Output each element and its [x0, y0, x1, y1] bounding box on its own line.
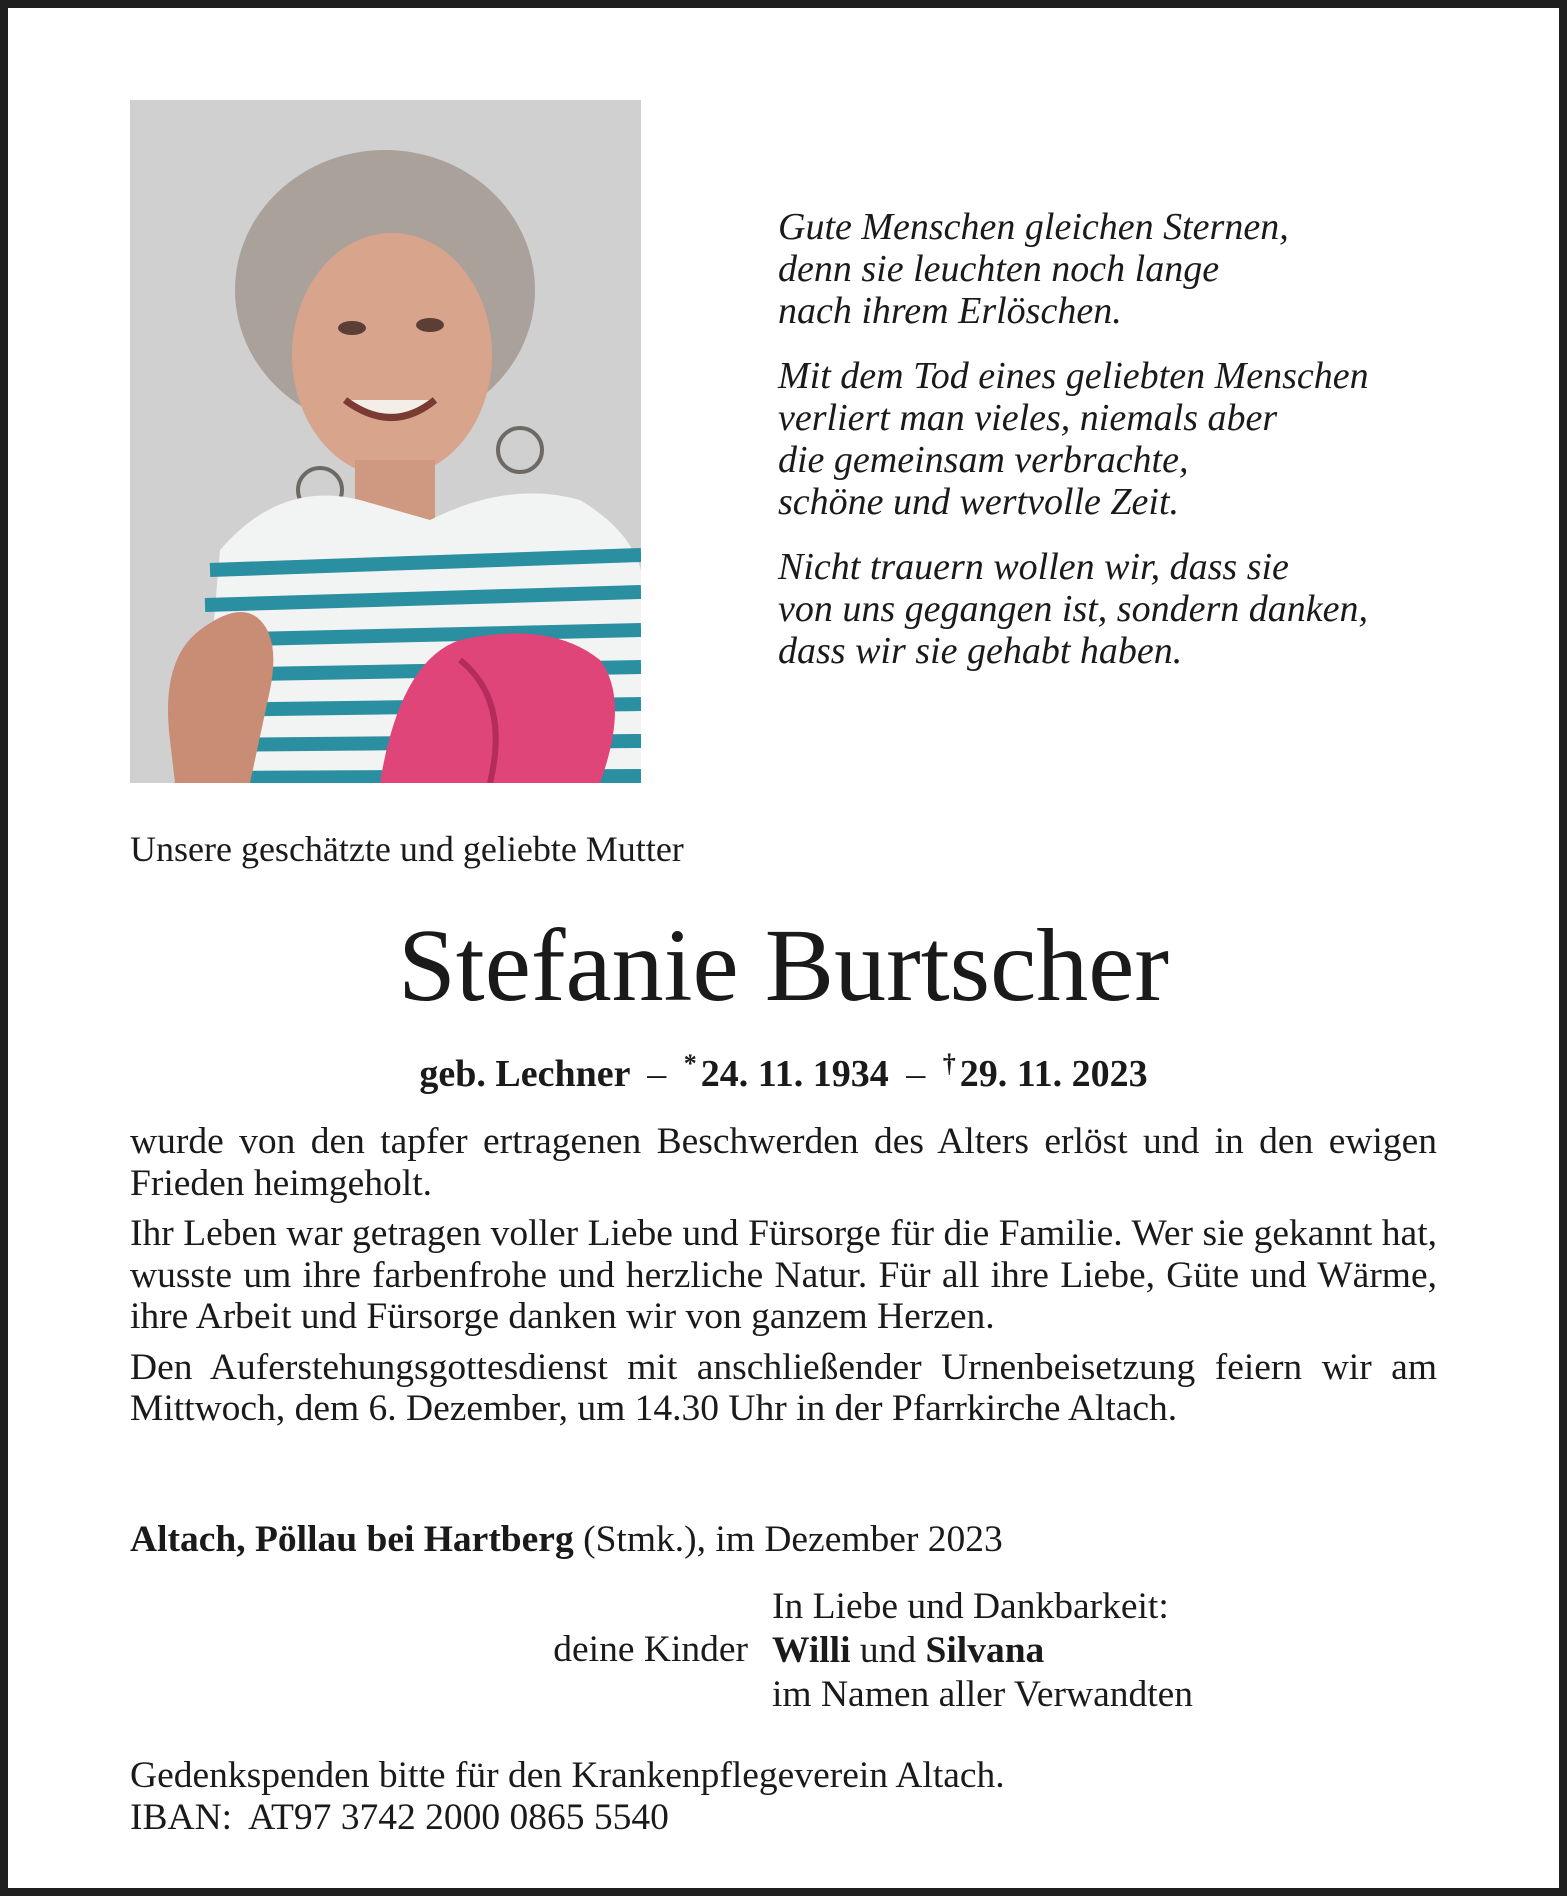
- notice-body: [130, 1121, 1437, 1439]
- body-paragraph: Den Auferstehungsgottesdienst mit anschließender Urnenbeisetzung feiern wir am Mittwoch, dem 6. Dezember, um 14.30 Uhr in der Pfarrkirche Altach.: [130, 1346, 1437, 1429]
- birth-symbol: *: [683, 1049, 697, 1078]
- poem-line: Gute Menschen gleichen Sternen,: [778, 206, 1289, 248]
- death-symbol: †: [942, 1049, 956, 1078]
- donation-text: Gedenkspenden bitte für den Krankenpflegeverein Altach.: [130, 1755, 1005, 1796]
- portrait-photo: [130, 100, 641, 783]
- poem-line: nach ihrem Erlöschen.: [778, 290, 1122, 332]
- body-paragraph: Ihr Leben war getragen voller Liebe und Fürsorge für die Familie. Wer sie gekannt hat, wusste um ihre farbenfrohe und herzliche Natur. Für all ihre Liebe, Güte und Wärme, ihre Arbeit und Fürsorge danken wir von ganzem Herzen.: [130, 1213, 1437, 1337]
- portrait-illustration: [130, 100, 641, 783]
- intro-text: Unsere geschätzte und geliebte Mutter: [130, 829, 684, 869]
- poem-line: Mit dem Tod eines geliebten Menschen: [778, 355, 1369, 397]
- signature-line: im Namen aller Verwandten: [772, 1674, 1194, 1715]
- place-towns: Altach, Pöllau bei Hartberg: [130, 1519, 574, 1560]
- date-separator: –: [906, 1053, 926, 1095]
- face-shape: [292, 233, 492, 477]
- place-date-line: [130, 1517, 1003, 1563]
- poem-line: schöne und wertvolle Zeit.: [778, 481, 1180, 523]
- eye-left: [338, 321, 366, 335]
- poem-line: Nicht trauern wollen wir, dass sie: [778, 546, 1289, 588]
- poem-line: verliert man vieles, niemals aber: [778, 397, 1278, 439]
- child-name: Willi: [772, 1630, 851, 1671]
- poem-stanza: [778, 206, 1498, 332]
- iban-line: [130, 1797, 1005, 1839]
- date-separator: –: [647, 1053, 667, 1095]
- poem-line: von uns gegangen ist, sondern danken,: [778, 588, 1368, 630]
- donation-block: [130, 1755, 1005, 1839]
- poem-line: dass wir sie gehabt haben.: [778, 630, 1183, 672]
- signature-names: [772, 1629, 1193, 1673]
- poem: [778, 206, 1498, 695]
- iban-value: AT97 3742 2000 0865 5540: [248, 1797, 669, 1838]
- death-date: 29. 11. 2023: [959, 1053, 1148, 1095]
- poem-line: die gemeinsam verbrachte,: [778, 439, 1189, 481]
- place-region-date: (Stmk.), im Dezember 2023: [583, 1519, 1003, 1560]
- life-dates: [0, 1040, 1567, 1098]
- child-name: Silvana: [925, 1630, 1045, 1671]
- iban-label: IBAN:: [130, 1797, 233, 1838]
- body-paragraph: wurde von den tapfer ertragenen Beschwerden des Alters erlöst und in den ewigen Frieden heimgeholt.: [130, 1121, 1437, 1204]
- poem-stanza: [778, 355, 1498, 523]
- signature-left-label: deine Kinder: [553, 1629, 748, 1670]
- name-connector: und: [859, 1630, 917, 1671]
- signature-block: [772, 1585, 1193, 1717]
- eye-right: [416, 318, 444, 332]
- birth-date: 24. 11. 1934: [700, 1053, 889, 1095]
- signature-line: In Liebe und Dankbarkeit:: [772, 1586, 1169, 1627]
- deceased-name: Stefanie Burtscher: [397, 908, 1170, 1023]
- poem-stanza: [778, 546, 1498, 672]
- maiden-name: geb. Lechner: [419, 1053, 630, 1095]
- poem-line: denn sie leuchten noch lange: [778, 248, 1220, 290]
